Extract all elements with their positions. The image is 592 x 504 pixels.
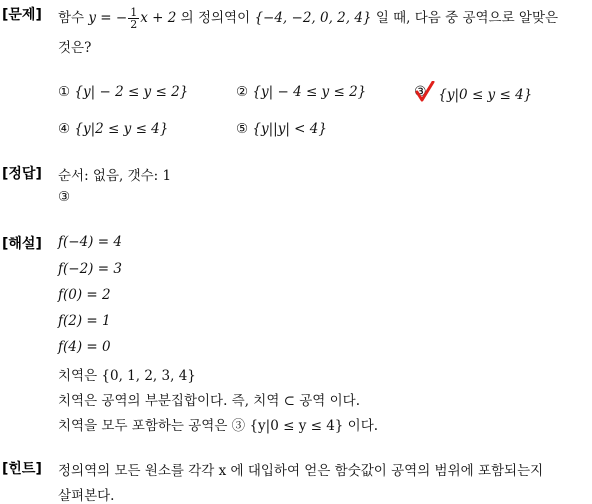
explanation-line-3: f(0) = 2: [58, 287, 111, 303]
problem-stem-pre: 함수: [58, 10, 85, 26]
explanation-line-1: f(−4) = 4: [58, 234, 122, 250]
choice-2-text: {y| − 4 ≤ y ≤ 2}: [252, 84, 367, 100]
choice-3-text: {y|0 ≤ y ≤ 4}: [438, 87, 533, 103]
fraction-numerator: 1: [130, 6, 138, 19]
problem-stem-line1: [58, 6, 558, 30]
selected-check-icon: [414, 84, 432, 102]
domain-set: {−4, −2, 0, 2, 4}: [254, 10, 372, 26]
fraction-denominator: 2: [130, 18, 138, 31]
choice-1-text: {y| − 2 ≤ y ≤ 2}: [74, 84, 189, 100]
choice-5-text: {y||y| < 4}: [252, 121, 327, 137]
problem-stem-post2: 일 때, 다음 중 공역으로 알맞은: [375, 10, 559, 26]
explanation-line-2: f(−2) = 3: [58, 261, 122, 277]
choice-1[interactable]: [58, 84, 188, 100]
choice-4-mark: ④: [58, 121, 71, 137]
choice-2-mark: ②: [236, 84, 249, 100]
explanation-line-5: f(4) = 0: [58, 339, 111, 355]
choice-4[interactable]: [58, 121, 168, 137]
hint-label: [힌트]: [2, 461, 42, 477]
fraction-one-half: [128, 7, 139, 30]
problem-label: [문제]: [2, 7, 42, 23]
explanation-line-8: 치역을 모두 포함하는 공역은 ③ {y|0 ≤ y ≤ 4} 이다.: [58, 418, 379, 434]
answer-line2: ③: [58, 189, 71, 205]
function-rest: x + 2: [140, 10, 177, 26]
choice-2[interactable]: [236, 84, 366, 100]
explanation-label: [해설]: [2, 236, 42, 252]
problem-stem-post1: 의 정의역이: [180, 10, 251, 26]
choice-3[interactable]: [414, 84, 532, 103]
answer-line1: 순서: 없음, 갯수: 1: [58, 168, 172, 184]
hint-line1: 정의역의 모든 원소를 각각 x 에 대입하여 얻은 함숫값이 공역의 범위에 포함되는지: [58, 463, 544, 479]
explanation-line-7: 치역은 공역의 부분집합이다. 즉, 치역 ⊂ 공역 이다.: [58, 393, 361, 409]
choice-5[interactable]: [236, 121, 327, 137]
choice-5-mark: ⑤: [236, 121, 249, 137]
explanation-line-6: 치역은 {0, 1, 2, 3, 4}: [58, 368, 196, 384]
function-y: y = −: [88, 10, 128, 26]
hint-line2: 살펴본다.: [58, 488, 115, 504]
choice-4-text: {y|2 ≤ y ≤ 4}: [74, 121, 169, 137]
answer-label: [정답]: [2, 166, 42, 182]
explanation-line-4: f(2) = 1: [58, 313, 111, 329]
choice-3-mark: ③: [414, 84, 427, 100]
problem-stem-line2: 것은?: [58, 40, 92, 56]
choice-1-mark: ①: [58, 84, 71, 100]
